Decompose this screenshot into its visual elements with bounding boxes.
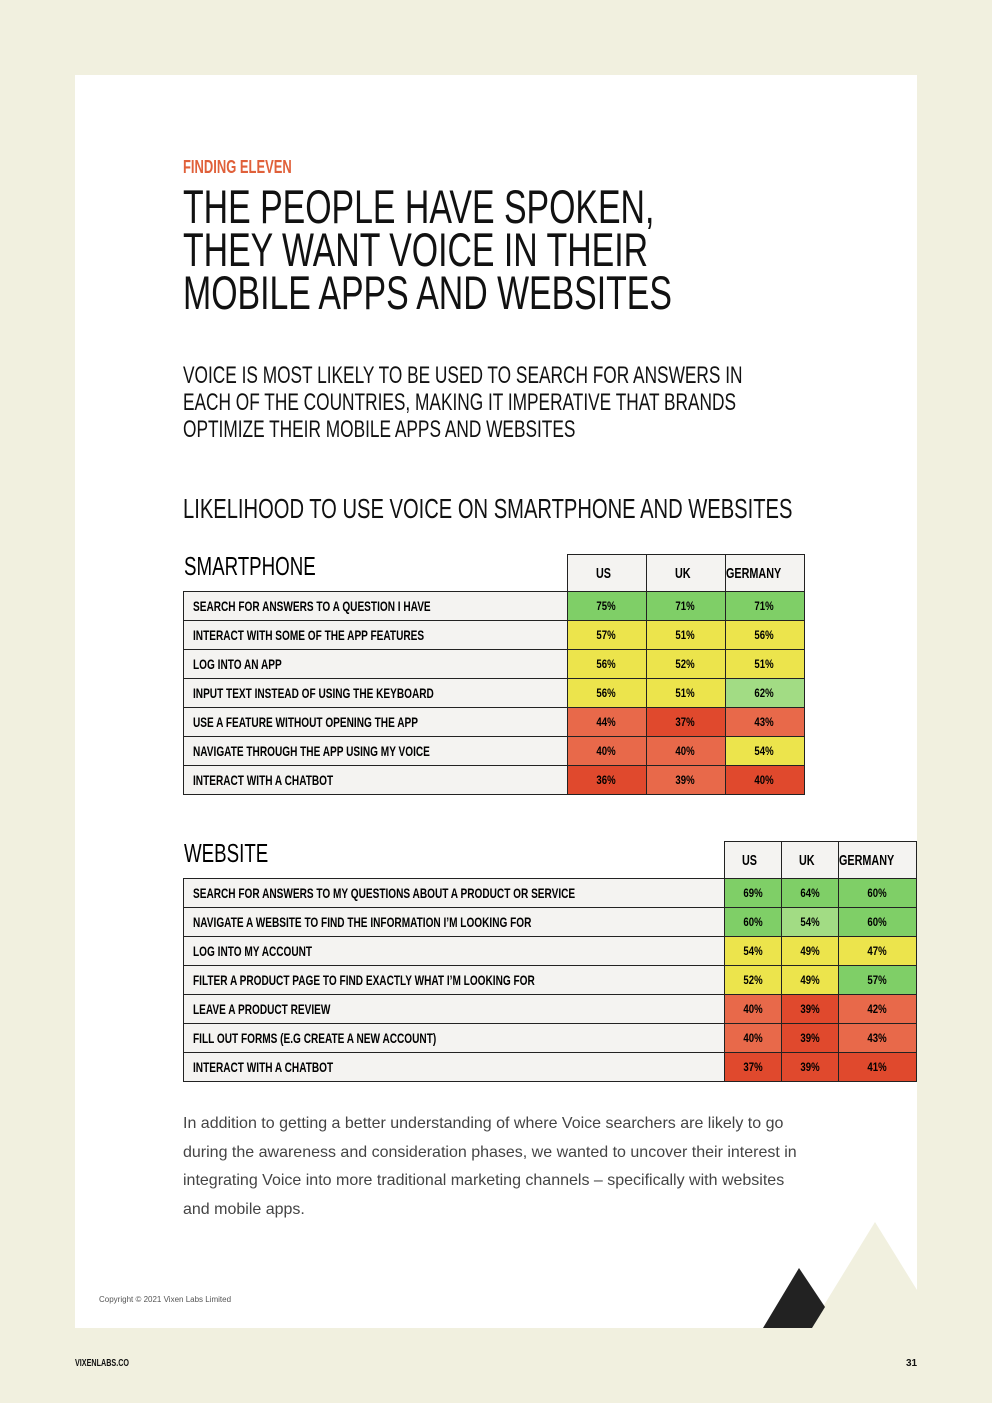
value-cell: 39% — [646, 766, 725, 795]
smartphone-table — [183, 550, 805, 795]
value-cell: 56% — [567, 650, 646, 679]
row-label: FILL OUT FORMS (E.G CREATE A NEW ACCOUNT) — [184, 1024, 725, 1053]
decorative-mountains — [755, 1215, 917, 1328]
row-label: USE A FEATURE WITHOUT OPENING THE APP — [184, 708, 568, 737]
table-title: SMARTPHONE — [183, 550, 316, 581]
value-cell: 69% — [724, 879, 781, 908]
row-label: SEARCH FOR ANSWERS TO MY QUESTIONS ABOUT A PRODUCT OR SERVICE — [184, 879, 725, 908]
row-label: SEARCH FOR ANSWERS TO A QUESTION I HAVE — [184, 592, 568, 621]
table-row — [184, 679, 805, 708]
value-cell: 37% — [646, 708, 725, 737]
value-cell: 43% — [725, 708, 804, 737]
value-cell: 75% — [567, 592, 646, 621]
table-row — [184, 879, 917, 908]
table-row — [184, 1024, 917, 1053]
value-cell: 40% — [724, 1024, 781, 1053]
value-cell: 49% — [781, 937, 838, 966]
value-cell: 42% — [838, 995, 916, 1024]
value-cell: 44% — [567, 708, 646, 737]
value-cell: 64% — [781, 879, 838, 908]
footer-site: VIXENLABS.CO — [75, 1358, 130, 1369]
value-cell: 41% — [838, 1053, 916, 1082]
website-table — [183, 837, 917, 1082]
body-text: In addition to getting a better understanding of where Voice searchers are likely to go during the awareness and consideration phases, we wanted to uncover their interest in integrating Voice into more traditional marketing channels – specifically with websites and mobile apps. — [183, 1115, 797, 1218]
value-cell: 39% — [781, 1024, 838, 1053]
column-header: UK — [646, 555, 725, 592]
value-cell: 51% — [646, 621, 725, 650]
value-cell: 39% — [781, 1053, 838, 1082]
value-cell: 54% — [724, 937, 781, 966]
column-header: GERMANY — [725, 555, 804, 592]
value-cell: 57% — [838, 966, 916, 995]
column-header: GERMANY — [838, 842, 916, 879]
row-label: INTERACT WITH A CHATBOT — [184, 766, 568, 795]
value-cell: 40% — [567, 737, 646, 766]
value-cell: 47% — [838, 937, 916, 966]
value-cell: 49% — [781, 966, 838, 995]
table-header — [184, 555, 805, 592]
value-cell: 54% — [725, 737, 804, 766]
value-cell: 60% — [724, 908, 781, 937]
value-cell: 62% — [725, 679, 804, 708]
value-cell: 54% — [781, 908, 838, 937]
finding-kicker: FINDING ELEVEN — [183, 157, 292, 177]
value-cell: 56% — [567, 679, 646, 708]
copyright: Copyright © 2021 Vixen Labs Limited — [99, 1295, 232, 1304]
subtitle: VOICE IS MOST LIKELY TO BE USED TO SEARCH FOR ANSWERS IN EACH OF THE COUNTRIES, MAKING IT IMPERATIVE THAT BRANDS OPTIMIZE THEIR MOBILE APPS AND WEBSITES — [183, 362, 743, 443]
table-row — [184, 1053, 917, 1082]
value-cell: 51% — [646, 679, 725, 708]
value-cell: 71% — [646, 592, 725, 621]
table-row — [184, 908, 917, 937]
table-row — [184, 737, 805, 766]
column-header: US — [567, 555, 646, 592]
row-label: NAVIGATE A WEBSITE TO FIND THE INFORMATION I’M LOOKING FOR — [184, 908, 725, 937]
value-cell: 52% — [646, 650, 725, 679]
table-row — [184, 995, 917, 1024]
value-cell: 71% — [725, 592, 804, 621]
table-header — [184, 842, 917, 879]
table-row — [184, 937, 917, 966]
table-row — [184, 766, 805, 795]
value-cell: 56% — [725, 621, 804, 650]
value-cell: 40% — [725, 766, 804, 795]
value-cell: 37% — [724, 1053, 781, 1082]
row-label: INTERACT WITH A CHATBOT — [184, 1053, 725, 1082]
row-label: INTERACT WITH SOME OF THE APP FEATURES — [184, 621, 568, 650]
table-title: WEBSITE — [183, 837, 268, 868]
row-label: LEAVE A PRODUCT REVIEW — [184, 995, 725, 1024]
value-cell: 51% — [725, 650, 804, 679]
row-label: LOG INTO MY ACCOUNT — [184, 937, 725, 966]
page-number: 31 — [906, 1358, 918, 1369]
table-row — [184, 708, 805, 737]
row-label: NAVIGATE THROUGH THE APP USING MY VOICE — [184, 737, 568, 766]
column-header: UK — [781, 842, 838, 879]
value-cell: 40% — [646, 737, 725, 766]
value-cell: 39% — [781, 995, 838, 1024]
value-cell: 57% — [567, 621, 646, 650]
table-row — [184, 592, 805, 621]
value-cell: 60% — [838, 879, 916, 908]
table-row — [184, 621, 805, 650]
row-label: FILTER A PRODUCT PAGE TO FIND EXACTLY WHAT I’M LOOKING FOR — [184, 966, 725, 995]
value-cell: 60% — [838, 908, 916, 937]
value-cell: 43% — [838, 1024, 916, 1053]
page-title: THE PEOPLE HAVE SPOKEN, THEY WANT VOICE IN THEIR MOBILE APPS AND WEBSITES — [183, 180, 672, 319]
value-cell: 52% — [724, 966, 781, 995]
table-row — [184, 650, 805, 679]
row-label: INPUT TEXT INSTEAD OF USING THE KEYBOARD — [184, 679, 568, 708]
value-cell: 36% — [567, 766, 646, 795]
row-label: LOG INTO AN APP — [184, 650, 568, 679]
page — [75, 75, 917, 1328]
column-header: US — [724, 842, 781, 879]
value-cell: 40% — [724, 995, 781, 1024]
section-title: LIKELIHOOD TO USE VOICE ON SMARTPHONE AND WEBSITES — [183, 493, 793, 524]
table-row — [184, 966, 917, 995]
